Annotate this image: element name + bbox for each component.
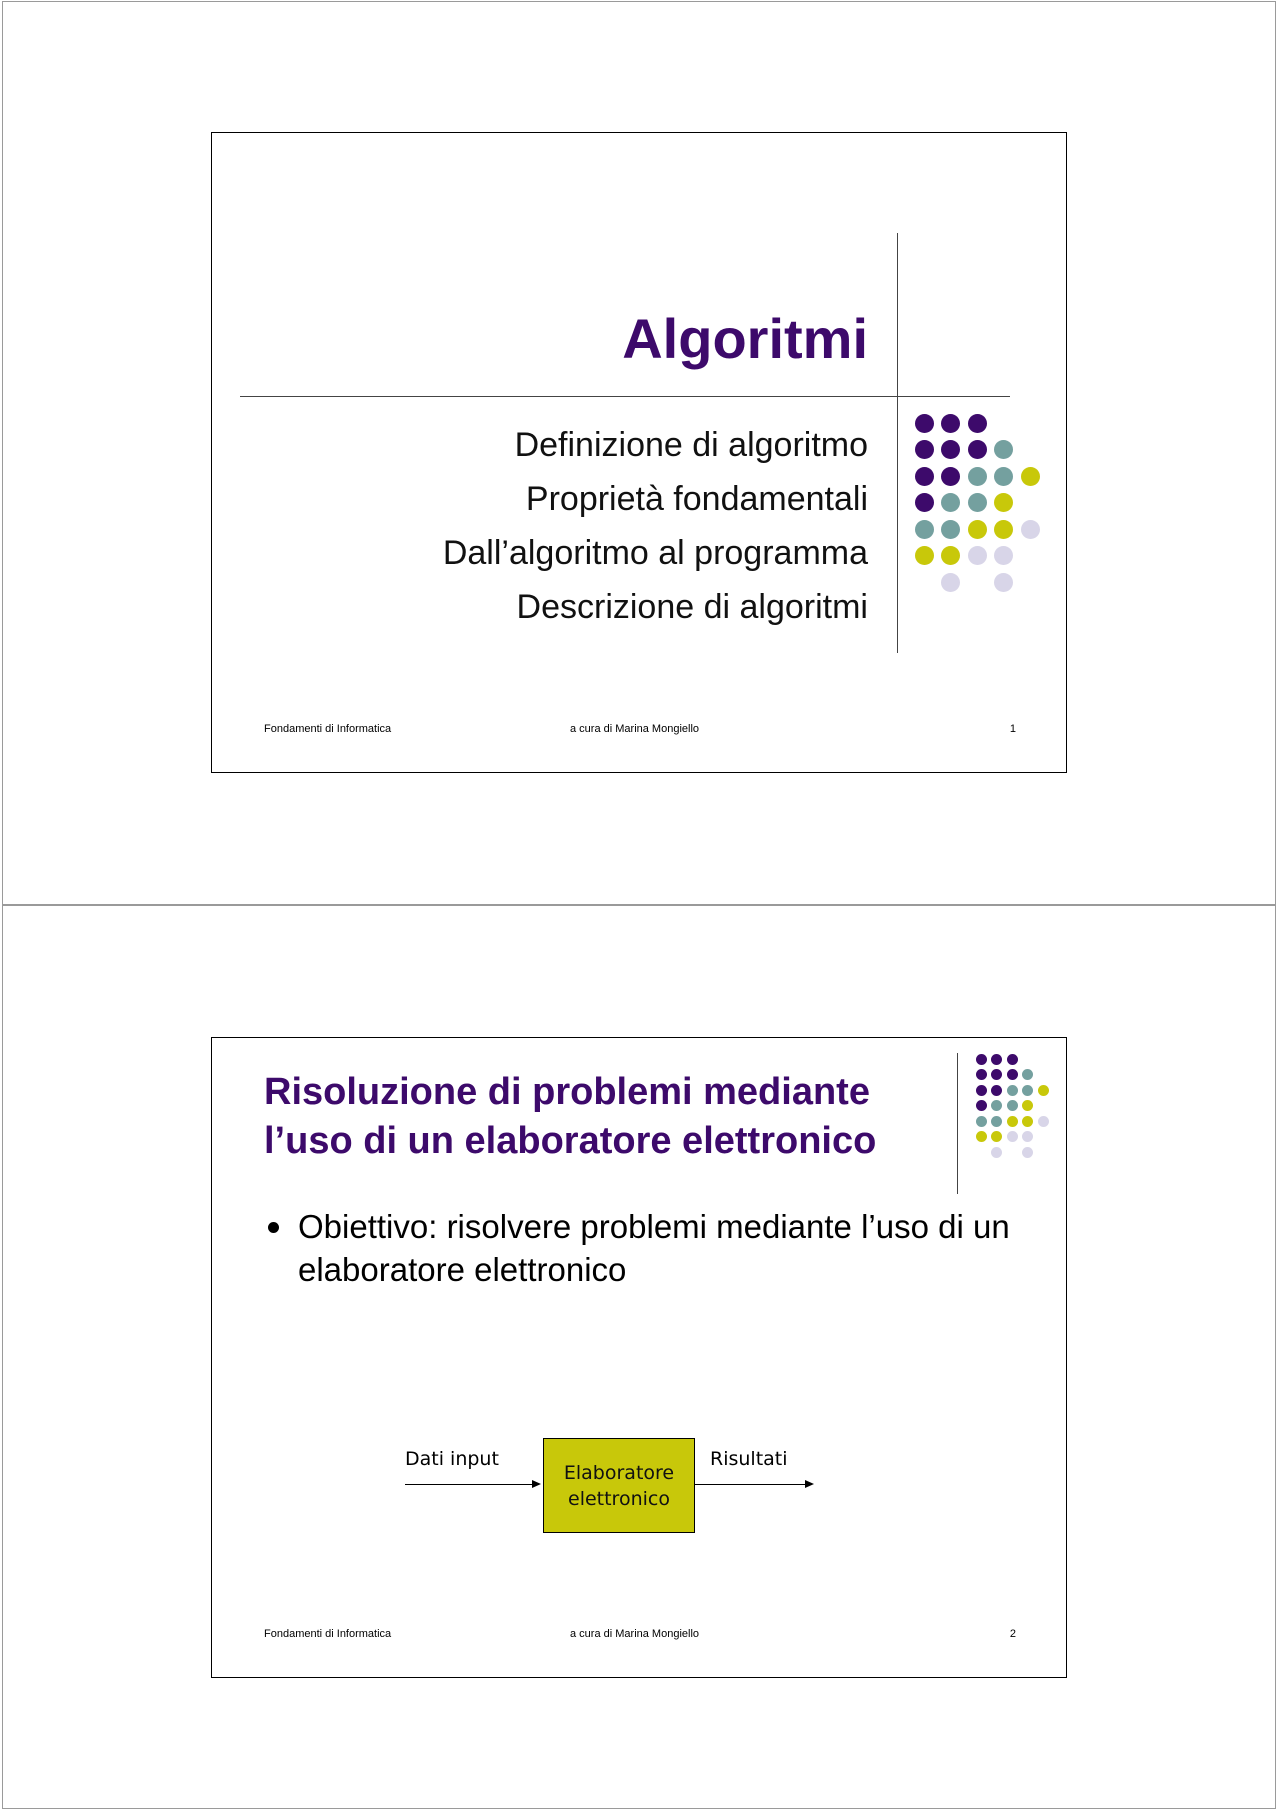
vertical-divider xyxy=(957,1053,958,1194)
decorative-dot xyxy=(1022,1147,1033,1158)
decorative-dot xyxy=(991,1085,1002,1096)
vertical-divider xyxy=(897,233,898,653)
decorative-dot xyxy=(968,520,987,539)
decorative-dot xyxy=(1022,1131,1033,1142)
output-arrow xyxy=(695,1484,812,1485)
decorative-dot xyxy=(1007,1054,1018,1065)
decorative-dot xyxy=(991,1131,1002,1142)
decorative-dot xyxy=(915,493,934,512)
input-arrow xyxy=(405,1484,539,1485)
title-line: Risoluzione di problemi mediante xyxy=(264,1071,870,1113)
footer-author: a cura di Marina Mongiello xyxy=(570,723,700,735)
decorative-dot xyxy=(994,493,1013,512)
decorative-dot xyxy=(941,414,960,433)
title-line: l’uso di un elaboratore elettronico xyxy=(264,1120,877,1162)
decorative-dot xyxy=(968,546,987,565)
decorative-dot xyxy=(1007,1069,1018,1080)
decorative-dot xyxy=(1022,1085,1033,1096)
decorative-dot xyxy=(1007,1100,1018,1111)
decorative-dot xyxy=(968,440,987,459)
decorative-dot xyxy=(941,546,960,565)
subtitle-list xyxy=(443,418,868,634)
decorative-dot xyxy=(941,573,960,592)
slide-2 xyxy=(211,1037,1067,1678)
decorative-dot xyxy=(991,1054,1002,1065)
input-label: Dati input xyxy=(405,1448,499,1470)
bullet-icon xyxy=(268,1222,279,1233)
decorative-dot xyxy=(994,440,1013,459)
decorative-dot xyxy=(994,467,1013,486)
bullet-text: Obiettivo: risolvere problemi mediante l’uso di un elaboratore elettronico xyxy=(298,1208,1010,1288)
processor-box xyxy=(543,1438,695,1533)
decorative-dot xyxy=(1021,520,1040,539)
decorative-dot xyxy=(1038,1116,1049,1127)
decorative-dot xyxy=(915,520,934,539)
decorative-dot xyxy=(941,467,960,486)
box-line: elettronico xyxy=(568,1487,670,1510)
subtitle-item: Definizione di algoritmo xyxy=(514,426,868,464)
footer-course: Fondamenti di Informatica xyxy=(264,723,392,735)
decorative-dot xyxy=(968,414,987,433)
decorative-dot xyxy=(915,467,934,486)
decorative-dot xyxy=(915,546,934,565)
decorative-dot xyxy=(976,1116,987,1127)
subtitle-item: Proprietà fondamentali xyxy=(525,480,868,518)
decorative-dot xyxy=(991,1147,1002,1158)
decorative-dot xyxy=(1021,467,1040,486)
decorative-dot xyxy=(915,414,934,433)
decorative-dot xyxy=(1007,1116,1018,1127)
output-label: Risultati xyxy=(710,1448,788,1470)
decorative-dot xyxy=(1038,1085,1049,1096)
decorative-dot xyxy=(994,520,1013,539)
decorative-dot xyxy=(968,467,987,486)
decorative-dot xyxy=(991,1069,1002,1080)
decorative-dot xyxy=(994,546,1013,565)
decorative-dot xyxy=(994,573,1013,592)
slide-title: Algoritmi xyxy=(622,307,868,370)
decorative-dot xyxy=(1022,1116,1033,1127)
box-line: Elaboratore xyxy=(563,1461,675,1484)
subtitle-item: Dall’algoritmo al programma xyxy=(442,534,868,572)
decorative-dot xyxy=(991,1116,1002,1127)
decorative-dot xyxy=(941,440,960,459)
subtitle-item: Descrizione di algoritmi xyxy=(516,588,868,626)
decorative-dot xyxy=(1007,1131,1018,1142)
decorative-dot xyxy=(976,1069,987,1080)
footer-author: a cura di Marina Mongiello xyxy=(570,1628,700,1640)
decorative-dot xyxy=(941,493,960,512)
decorative-dot xyxy=(941,520,960,539)
decorative-dot xyxy=(1022,1100,1033,1111)
decorative-dot xyxy=(1007,1085,1018,1096)
decorative-dot xyxy=(976,1085,987,1096)
slide-title xyxy=(264,1068,876,1166)
decorative-dot xyxy=(976,1100,987,1111)
footer-page-number: 1 xyxy=(1009,723,1016,735)
decorative-dot xyxy=(968,493,987,512)
decorative-dot xyxy=(1022,1069,1033,1080)
bullet-item xyxy=(264,1205,1024,1291)
horizontal-divider xyxy=(240,396,1010,397)
footer-course: Fondamenti di Informatica xyxy=(264,1628,392,1640)
decorative-dot xyxy=(915,440,934,459)
slide-1 xyxy=(211,132,1067,773)
decorative-dot xyxy=(976,1131,987,1142)
footer-page-number: 2 xyxy=(1009,1628,1016,1640)
decorative-dot xyxy=(991,1100,1002,1111)
decorative-dot xyxy=(976,1054,987,1065)
